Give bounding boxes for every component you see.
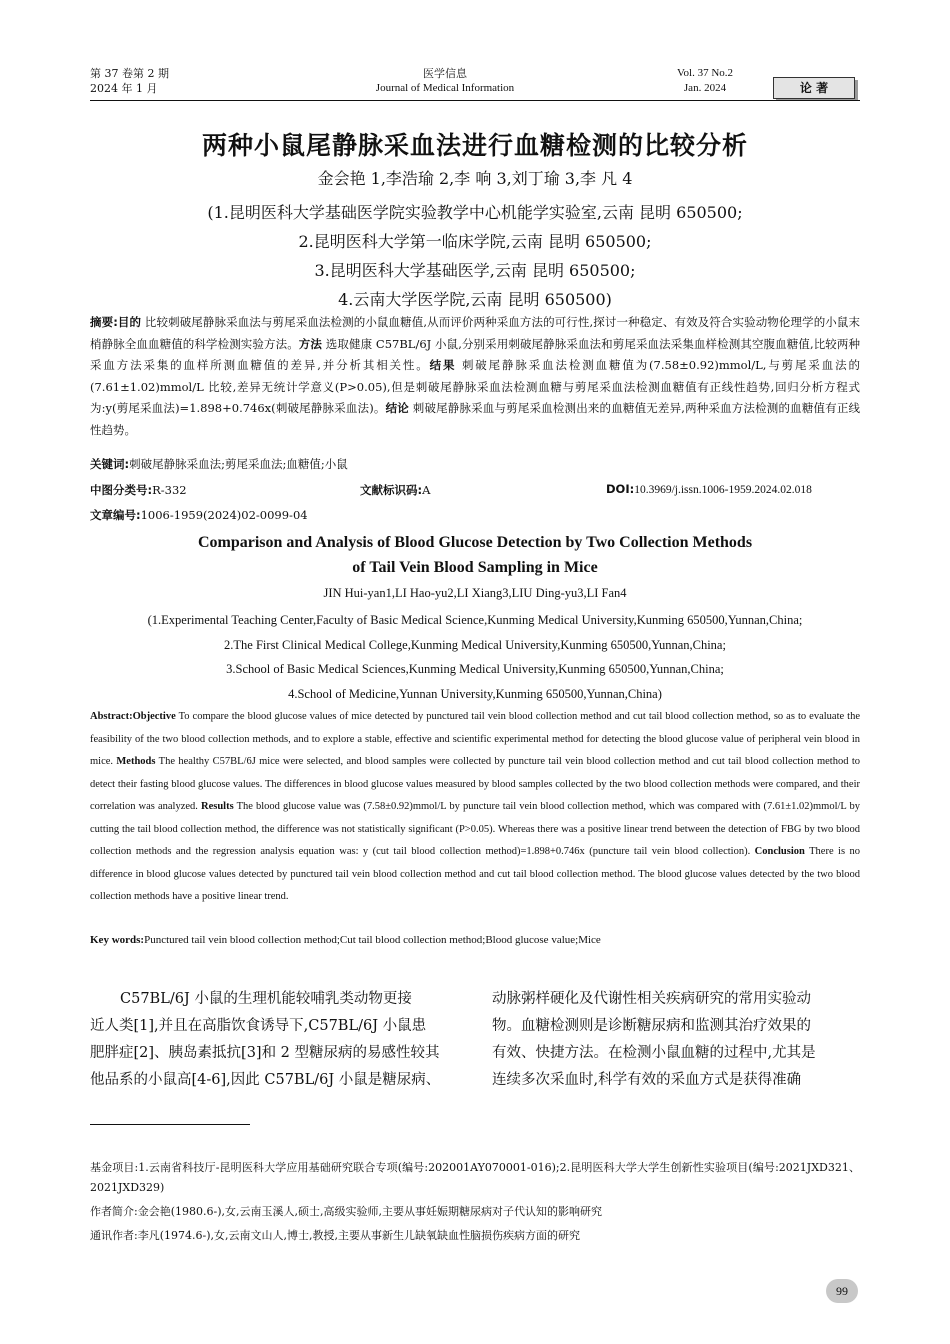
title-en-line2: of Tail Vein Blood Sampling in Mice xyxy=(352,559,598,576)
abstract-cn-conclusion-label: 结论 xyxy=(385,401,409,415)
classification-value: R-332 xyxy=(152,483,187,497)
body-left-line4: 他品系的小鼠高[4-6],因此 C57BL/6J 小鼠是糖尿病、 xyxy=(90,1072,441,1088)
doi-value: 10.3969/j.issn.1006-1959.2024.02.018 xyxy=(634,484,812,496)
abstract-en-results: The blood glucose value was (7.58±0.92)mmol/L by puncture tail vein blood collection method, which was compared with (7.61±1.02)mmol/L by cutting the tail blood collection method, the difference was not statistically significant (P>0.05). Whereas there was a positive linear trend between the detection of FBG by two blood collection methods and the regression analysis equation was: y (cut tail blood collection method)=1.898+0.746x (puncture tail vein blood collection). xyxy=(90,801,861,857)
doc-code xyxy=(360,482,430,498)
header-vol-no: Vol. 37 No.2 xyxy=(676,67,734,79)
affiliation-en-4: 4.School of Medicine,Yunnan University,Kunming 650500,Yunnan,China) xyxy=(288,686,662,701)
title-cn: 两种小鼠尾静脉采血法进行血糖检测的比较分析 xyxy=(201,131,748,160)
abstract-cn-results-label: 结果 xyxy=(429,358,457,372)
body-column-right xyxy=(492,986,862,1094)
abstract-en-objective-label: Objective xyxy=(132,711,176,722)
affiliation-en-3: 3.School of Basic Medical Sciences,Kunming Medical University,Kunming 650500,Yunnan,China; xyxy=(226,662,724,676)
affiliation-en-1: (1.Experimental Teaching Center,Faculty of Basic Medical Science,Kunming Medical University,Kunming 650500,Yunnan,China; xyxy=(147,613,803,627)
header-rule xyxy=(90,100,860,101)
doi xyxy=(606,482,812,496)
header-vol-en xyxy=(650,66,760,96)
article-no-value: 1006-1959(2024)02-0099-04 xyxy=(140,508,308,522)
abstract-en-conclusion-label: Conclusion xyxy=(754,846,805,857)
header-volume-issue: 第 37 卷第 2 期 xyxy=(90,67,169,80)
abstract-cn-conclusion: 刺破尾静脉采血与剪尾采血检测出来的血糖值无差异,两种采血方法检测的血糖值有正线性趋势。 xyxy=(90,401,861,437)
affiliation-cn-2: 2.昆明医科大学第一临床学院,云南 昆明 650500; xyxy=(298,232,652,251)
keywords-cn xyxy=(90,456,348,472)
abstract-en-objective: To compare the blood glucose values of mice detected by punctured tail vein blood collection method and cut tail blood collection method, so as to evaluate the feasibility of the two blood collection methods, and to explore a stable, effective and scientific experimental method for detecting the blood glucose value of peripheral vein blood in mice. xyxy=(90,711,861,767)
article-no-label: 文章编号: xyxy=(90,508,141,522)
doc-code-label: 文献标识码: xyxy=(360,483,423,497)
authors-en: JIN Hui-yan1,LI Hao-yu2,LI Xiang3,LIU Ding-yu3,LI Fan4 xyxy=(323,586,627,600)
header-journal-cn: 医学信息 xyxy=(423,67,467,80)
header-journal xyxy=(330,66,560,96)
abstract-en-methods-label: Methods xyxy=(116,756,156,767)
abstract-cn xyxy=(90,312,860,441)
header-volume xyxy=(90,66,169,96)
body-right-line1: 动脉粥样硬化及代谢性相关疾病研究的常用实验动 xyxy=(492,991,811,1007)
abstract-cn-label: 摘要: xyxy=(90,315,118,329)
keywords-en-label: Key words: xyxy=(90,934,145,946)
abstract-en-results-label: Results xyxy=(201,801,234,812)
keywords-en xyxy=(90,934,860,946)
title-en-line1: Comparison and Analysis of Blood Glucose Detection by Two Collection Methods xyxy=(197,534,753,551)
header-date-en: Jan. 2024 xyxy=(683,82,727,94)
footnote-funding: 基金项目:1.云南省科技厅-昆明医科大学应用基础研究联合专项(编号:202001AY070001-016);2.昆明医科大学大学生创新性实验项目(编号:2021JXD321、2021JXD329) xyxy=(90,1161,860,1194)
body-right-line2: 物。血糖检测则是诊断糖尿病和监测其治疗效果的 xyxy=(492,1018,811,1034)
doc-code-value: A xyxy=(422,483,431,497)
keywords-cn-text: 刺破尾静脉采血法;剪尾采血法;血糖值;小鼠 xyxy=(129,457,348,471)
authors-cn: 金会艳 1,李浩瑜 2,李 响 3,刘丁瑜 3,李 凡 4 xyxy=(317,169,633,188)
keywords-en-text: Punctured tail vein blood collection method;Cut tail blood collection method;Blood glucose value;Mice xyxy=(144,934,601,946)
affiliation-en-2: 2.The First Clinical Medical College,Kunming Medical University,Kunming 650500,Yunnan,China; xyxy=(224,637,726,652)
abstract-en-methods: The healthy C57BL/6J mice were selected, and blood samples were collected by puncture tail vein blood collection method and cut tail blood collection method to detect their fasting blood glucose values. The differences in blood glucose values measured by blood samples collected by the two blood collection methods were compared, and their correlation was analyzed. xyxy=(90,756,860,812)
affiliation-cn-1: (1.昆明医科大学基础医学院实验教学中心机能学实验室,云南 昆明 650500; xyxy=(207,203,743,222)
abstract-cn-results: 刺破尾静脉采血法检测血糖值为(7.58±0.92)mmol/L,与剪尾采血法的(7.61±1.02)mmol/L 比较,差异无统计学意义(P>0.05),但是刺破尾静脉采血法检测血糖与剪尾采血法检测血糖值有正线性趋势,回归分析方程式为:y(剪尾采血法)=1.898+0.746x(刺破尾静脉采血法)。 xyxy=(90,358,861,415)
abstract-cn-objective: 比较刺破尾静脉采血法与剪尾采血法检测的小鼠血糖值,从而评价两种采血方法的可行性,探讨一种稳定、有效及符合实验动物伦理学的小鼠末梢静脉全血血糖值的科学检测实验方法。 xyxy=(90,315,861,351)
footnote-rule xyxy=(90,1124,250,1125)
abstract-cn-objective-label: 目的 xyxy=(117,315,142,329)
footnote-author-bio: 作者简介:金会艳(1980.6-),女,云南玉溪人,硕士,高级实验师,主要从事妊娠期糖尿病对子代认知的影响研究 xyxy=(90,1205,602,1218)
body-right-line3: 有效、快捷方法。在检测小鼠血糖的过程中,尤其是 xyxy=(492,1045,816,1061)
affiliations-en xyxy=(0,608,950,706)
keywords-cn-label: 关键词: xyxy=(90,457,130,471)
body-left-line2: 近人类[1],并且在高脂饮食诱导下,C57BL/6J 小鼠患 xyxy=(90,1018,427,1034)
abstract-cn-methods: 选取健康 C57BL/6J 小鼠,分别采用刺破尾静脉采血法和剪尾采血法采集血样检测其空腹血糖值,比较两种采血方法采集的血样所测血糖值的差异,并分析其相关性。 xyxy=(90,336,860,372)
body-left-line1: C57BL/6J 小鼠的生理机能较哺乳类动物更接 xyxy=(120,991,412,1007)
header-date-cn: 2024 年 1 月 xyxy=(90,82,158,95)
title-en xyxy=(0,530,950,580)
abstract-en-label: Abstract: xyxy=(90,711,133,722)
article-no xyxy=(90,507,308,523)
doi-label: DOI: xyxy=(606,482,635,496)
footnote-corresponding: 通讯作者:李凡(1974.6-),女,云南文山人,博士,教授,主要从事新生儿缺氧缺血性脑损伤疾病方面的研究 xyxy=(90,1229,580,1242)
classification-label: 中图分类号: xyxy=(90,483,153,497)
affiliation-cn-4: 4.云南大学医学院,云南 昆明 650500) xyxy=(338,290,612,309)
abstract-cn-methods-label: 方法 xyxy=(298,336,322,351)
classification xyxy=(90,482,187,498)
abstract-en-conclusion: There is no difference in blood glucose values detected by punctured tail vein blood collection method and cut tail blood collection method. The blood glucose values detected by the two blood collection methods have a positive linear trend. xyxy=(90,846,861,902)
footnotes xyxy=(90,1158,860,1246)
body-column-left xyxy=(90,986,466,1094)
body-right-line4: 连续多次采血时,科学有效的采血方式是获得准确 xyxy=(492,1072,802,1088)
abstract-en xyxy=(90,706,860,909)
header-journal-en: Journal of Medical Information xyxy=(375,82,515,94)
affiliation-cn-3: 3.昆明医科大学基础医学,云南 昆明 650500; xyxy=(314,261,636,280)
affiliations-cn xyxy=(0,198,950,314)
page-number: 99 xyxy=(826,1279,858,1303)
body-left-line3: 肥胖症[2]、胰岛素抵抗[3]和 2 型糖尿病的易感性较其 xyxy=(90,1045,440,1061)
section-tag: 论 著 xyxy=(773,77,855,99)
